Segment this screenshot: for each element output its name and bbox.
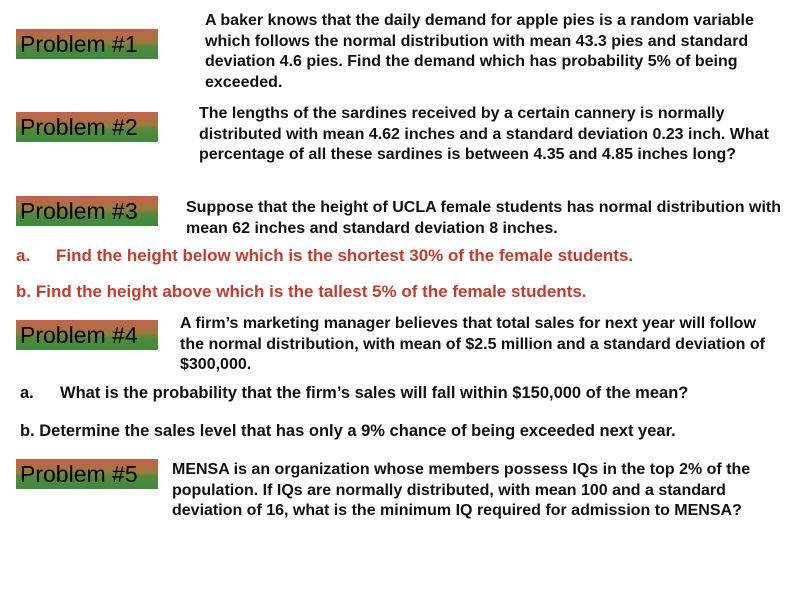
problem-3-part-a-letter: a. [16,246,31,265]
problem-5-label: Problem #5 [16,459,158,489]
problem-5-text: MENSA is an organization whose members possess IQs in the top 2% of the population. If IQs are normally distributed, with mean 100 and a standard deviation of 16, what is the minimum IQ required for admission to MENSA? [172,461,751,519]
problem-3-label: Problem #3 [16,196,158,226]
problem-4-part-a-text: What is the probability that the firm’s sales will fall within $150,000 of the mean? [60,384,689,402]
problem-4-label: Problem #4 [16,320,158,350]
problem-3-part-a [16,246,633,266]
problem-4-part-b: b. Determine the sales level that has only a 9% chance of being exceeded next year. [20,422,676,440]
problem-3-text: Suppose that the height of UCLA female students has normal distribution with mean 62 inches and standard deviation 8 inches. [186,199,781,237]
problem-3-part-b: b. Find the height above which is the tallest 5% of the female students. [16,282,587,301]
problem-4-part-a [20,384,688,403]
problem-3-part-a-text: Find the height below which is the shortest 30% of the female students. [56,246,634,265]
problem-1-text: A baker knows that the daily demand for apple pies is a random variable which follows the normal distribution with mean 43.3 pies and standard deviation 4.6 pies. Find the demand which has probability 5% of being exceeded. [205,12,754,91]
problem-4-part-a-letter: a. [20,384,34,402]
problem-2-text: The lengths of the sardines received by a certain cannery is normally distributed with mean 4.62 inches and a standard deviation 0.23 inch. What percentage of all these sardines is between 4.35 and 4.85 inches long? [199,105,769,163]
problem-1-label: Problem #1 [16,29,158,59]
problem-4-text: A firm’s marketing manager believes that total sales for next year will follow the normal distribution, with mean of $2.5 million and a standard deviation of $300,000. [180,315,765,373]
problem-2-label: Problem #2 [16,112,158,142]
